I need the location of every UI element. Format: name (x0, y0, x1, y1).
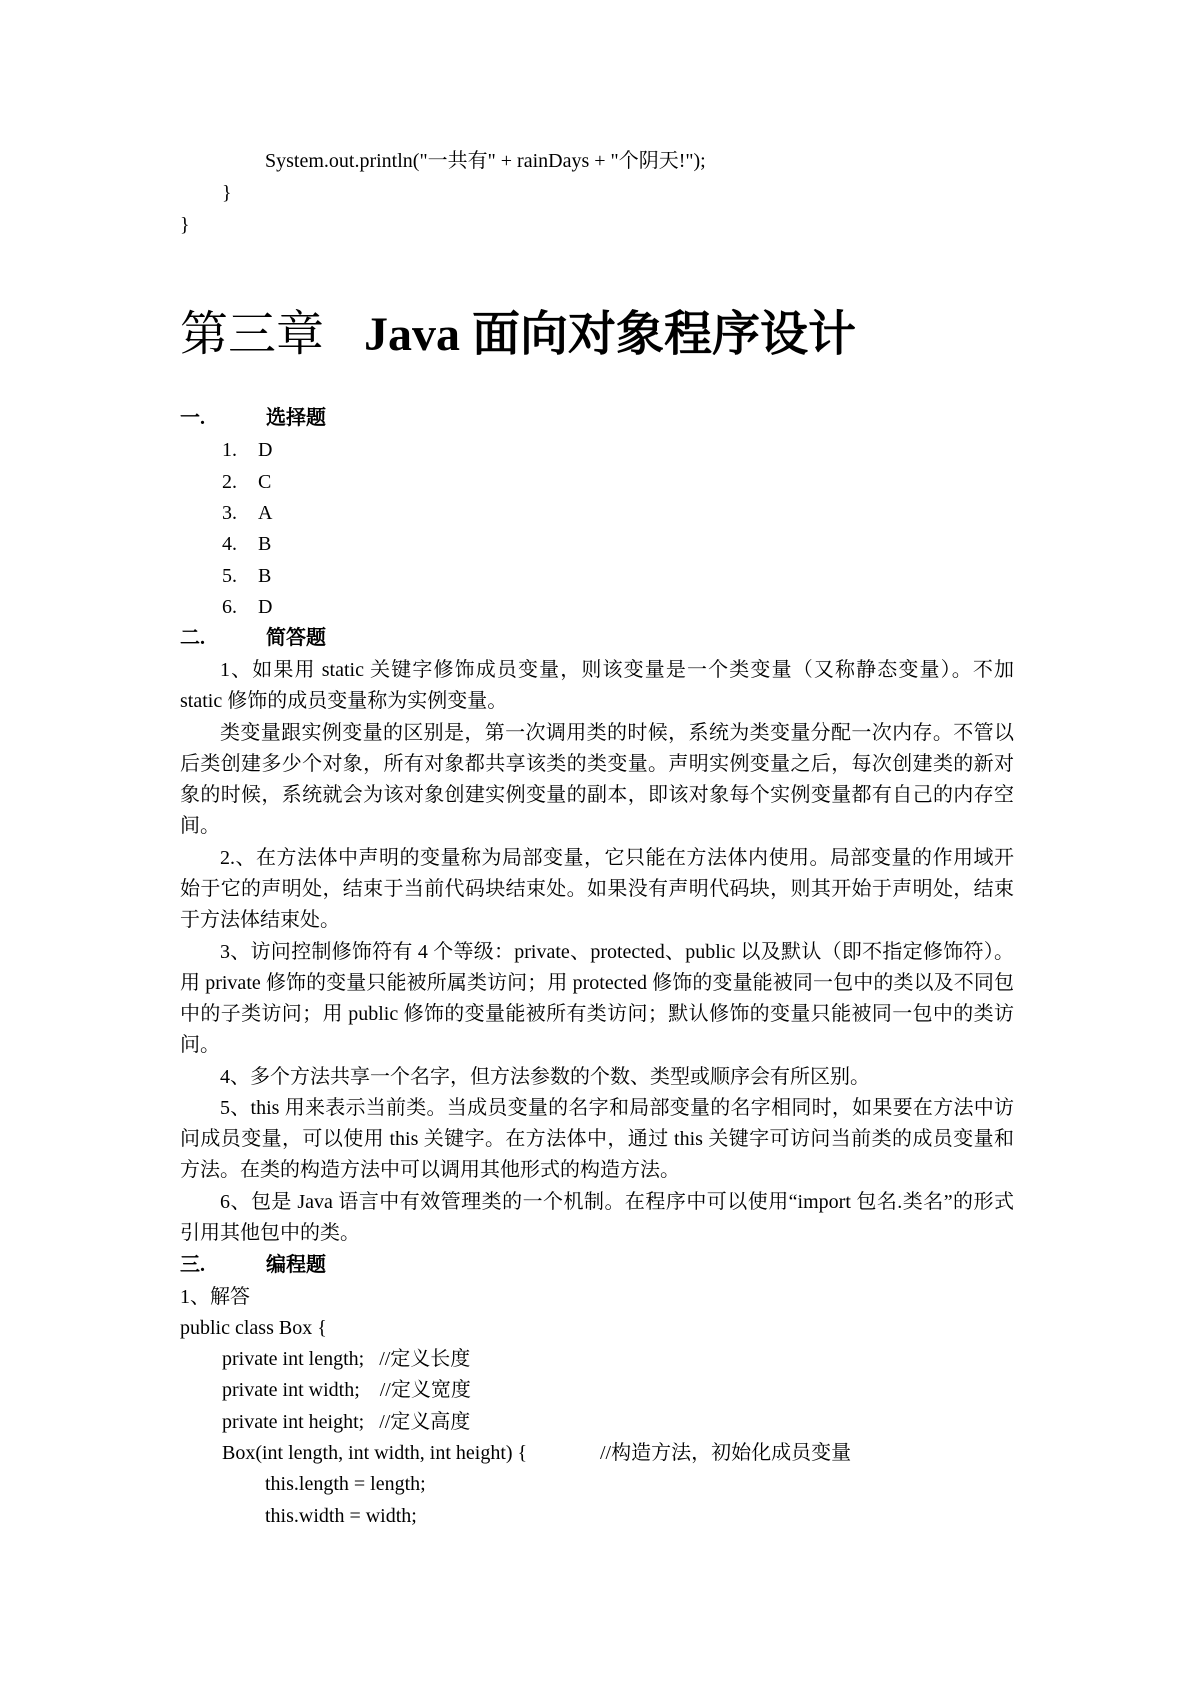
paragraph-answer-1-detail: 类变量跟实例变量的区别是，第一次调用类的时候，系统为类变量分配一次内存。不管以后类创建多少个对象，所有对象都共享该类的类变量。声明实例变量之后，每次创建类的新对象的时候，系统就会为该对象创建实例变量的副本，即该对象每个实例变量都有自己的内存空间。 (180, 722, 1014, 837)
section-number: 三. (180, 1254, 205, 1276)
section-heading-programming (180, 1250, 326, 1281)
section-heading-short-answer (180, 623, 326, 654)
paragraph-answer-1: 1、如果用 static 关键字修饰成员变量，则该变量是一个类变量（又称静态变量）。不加 static 修饰的成员变量称为实例变量。 (180, 659, 1014, 712)
code-line: private int height; //定义高度 (222, 1411, 471, 1433)
section-heading-choice (180, 403, 326, 434)
chapter-title (180, 305, 856, 365)
answer-value: D (258, 596, 273, 618)
section-title: 选择题 (266, 407, 326, 429)
answer-item (222, 561, 271, 592)
section-title: 简答题 (266, 627, 326, 649)
subheading-answer-1: 1、解答 (180, 1286, 250, 1308)
paragraph-answer-2: 2.、在方法体中声明的变量称为局部变量，它只能在方法体内使用。局部变量的作用域开始于它的声明处，结束于当前代码块结束处。如果没有声明代码块，则其开始于声明处，结束于方法体结束处。 (180, 847, 1014, 931)
paragraph-answer-4: 4、多个方法共享一个名字，但方法参数的个数、类型或顺序会有所区别。 (220, 1066, 870, 1088)
code-line: public class Box { (180, 1317, 327, 1339)
answer-value: B (258, 533, 272, 555)
chapter-name: Java 面向对象程序设计 (364, 308, 857, 361)
answer-value: B (258, 565, 272, 587)
code-line-close-brace-inner: } (222, 182, 232, 204)
section-title: 编程题 (266, 1254, 326, 1276)
code-line-println: System.out.println("一共有" + rainDays + "个阴天!"); (265, 150, 706, 172)
answer-item (222, 467, 271, 498)
code-line: this.length = length; (265, 1473, 426, 1495)
code-line: this.width = width; (265, 1505, 417, 1527)
code-line: private int length; //定义长度 (222, 1348, 471, 1370)
answer-item (222, 435, 272, 466)
paragraph-answer-6: 6、包是 Java 语言中有效管理类的一个机制。在程序中可以使用“import 包名.类名”的形式引用其他包中的类。 (180, 1191, 1014, 1244)
answer-item (222, 529, 271, 560)
code-line: Box(int length, int width, int height) { (222, 1442, 528, 1464)
answer-number: 3. (222, 502, 237, 524)
answer-item (222, 498, 272, 529)
answer-number: 6. (222, 596, 237, 618)
code-comment: //构造方法，初始化成员变量 (600, 1442, 852, 1464)
answer-number: 1. (222, 439, 237, 461)
chapter-prefix: 第三章 (180, 308, 325, 361)
section-number: 二. (180, 627, 205, 649)
code-line: private int width; //定义宽度 (222, 1379, 471, 1401)
answer-number: 4. (222, 533, 237, 555)
answer-value: A (258, 502, 273, 524)
code-line-close-brace-outer: } (180, 214, 190, 236)
answer-number: 2. (222, 471, 237, 493)
section-number: 一. (180, 407, 205, 429)
answer-value: C (258, 471, 272, 493)
paragraph-answer-3: 3、访问控制修饰符有 4 个等级：private、protected、public 以及默认（即不指定修饰符）。用 private 修饰的变量只能被所属类访问；用 protected 修饰的变量能被同一包中的类以及不同包中的子类访问；用 public 修饰的变量能被所有类访问；默认修饰的变量只能被同一包中的类访问。 (180, 941, 1014, 1056)
answer-item (222, 592, 272, 623)
paragraph-answer-5: 5、this 用来表示当前类。当成员变量的名字和局部变量的名字相同时，如果要在方法中访问成员变量，可以使用 this 关键字。在方法体中，通过 this 关键字可访问当前类的成员变量和方法。在类的构造方法中可以调用其他形式的构造方法。 (180, 1097, 1014, 1181)
answer-number: 5. (222, 565, 237, 587)
answer-value: D (258, 439, 273, 461)
